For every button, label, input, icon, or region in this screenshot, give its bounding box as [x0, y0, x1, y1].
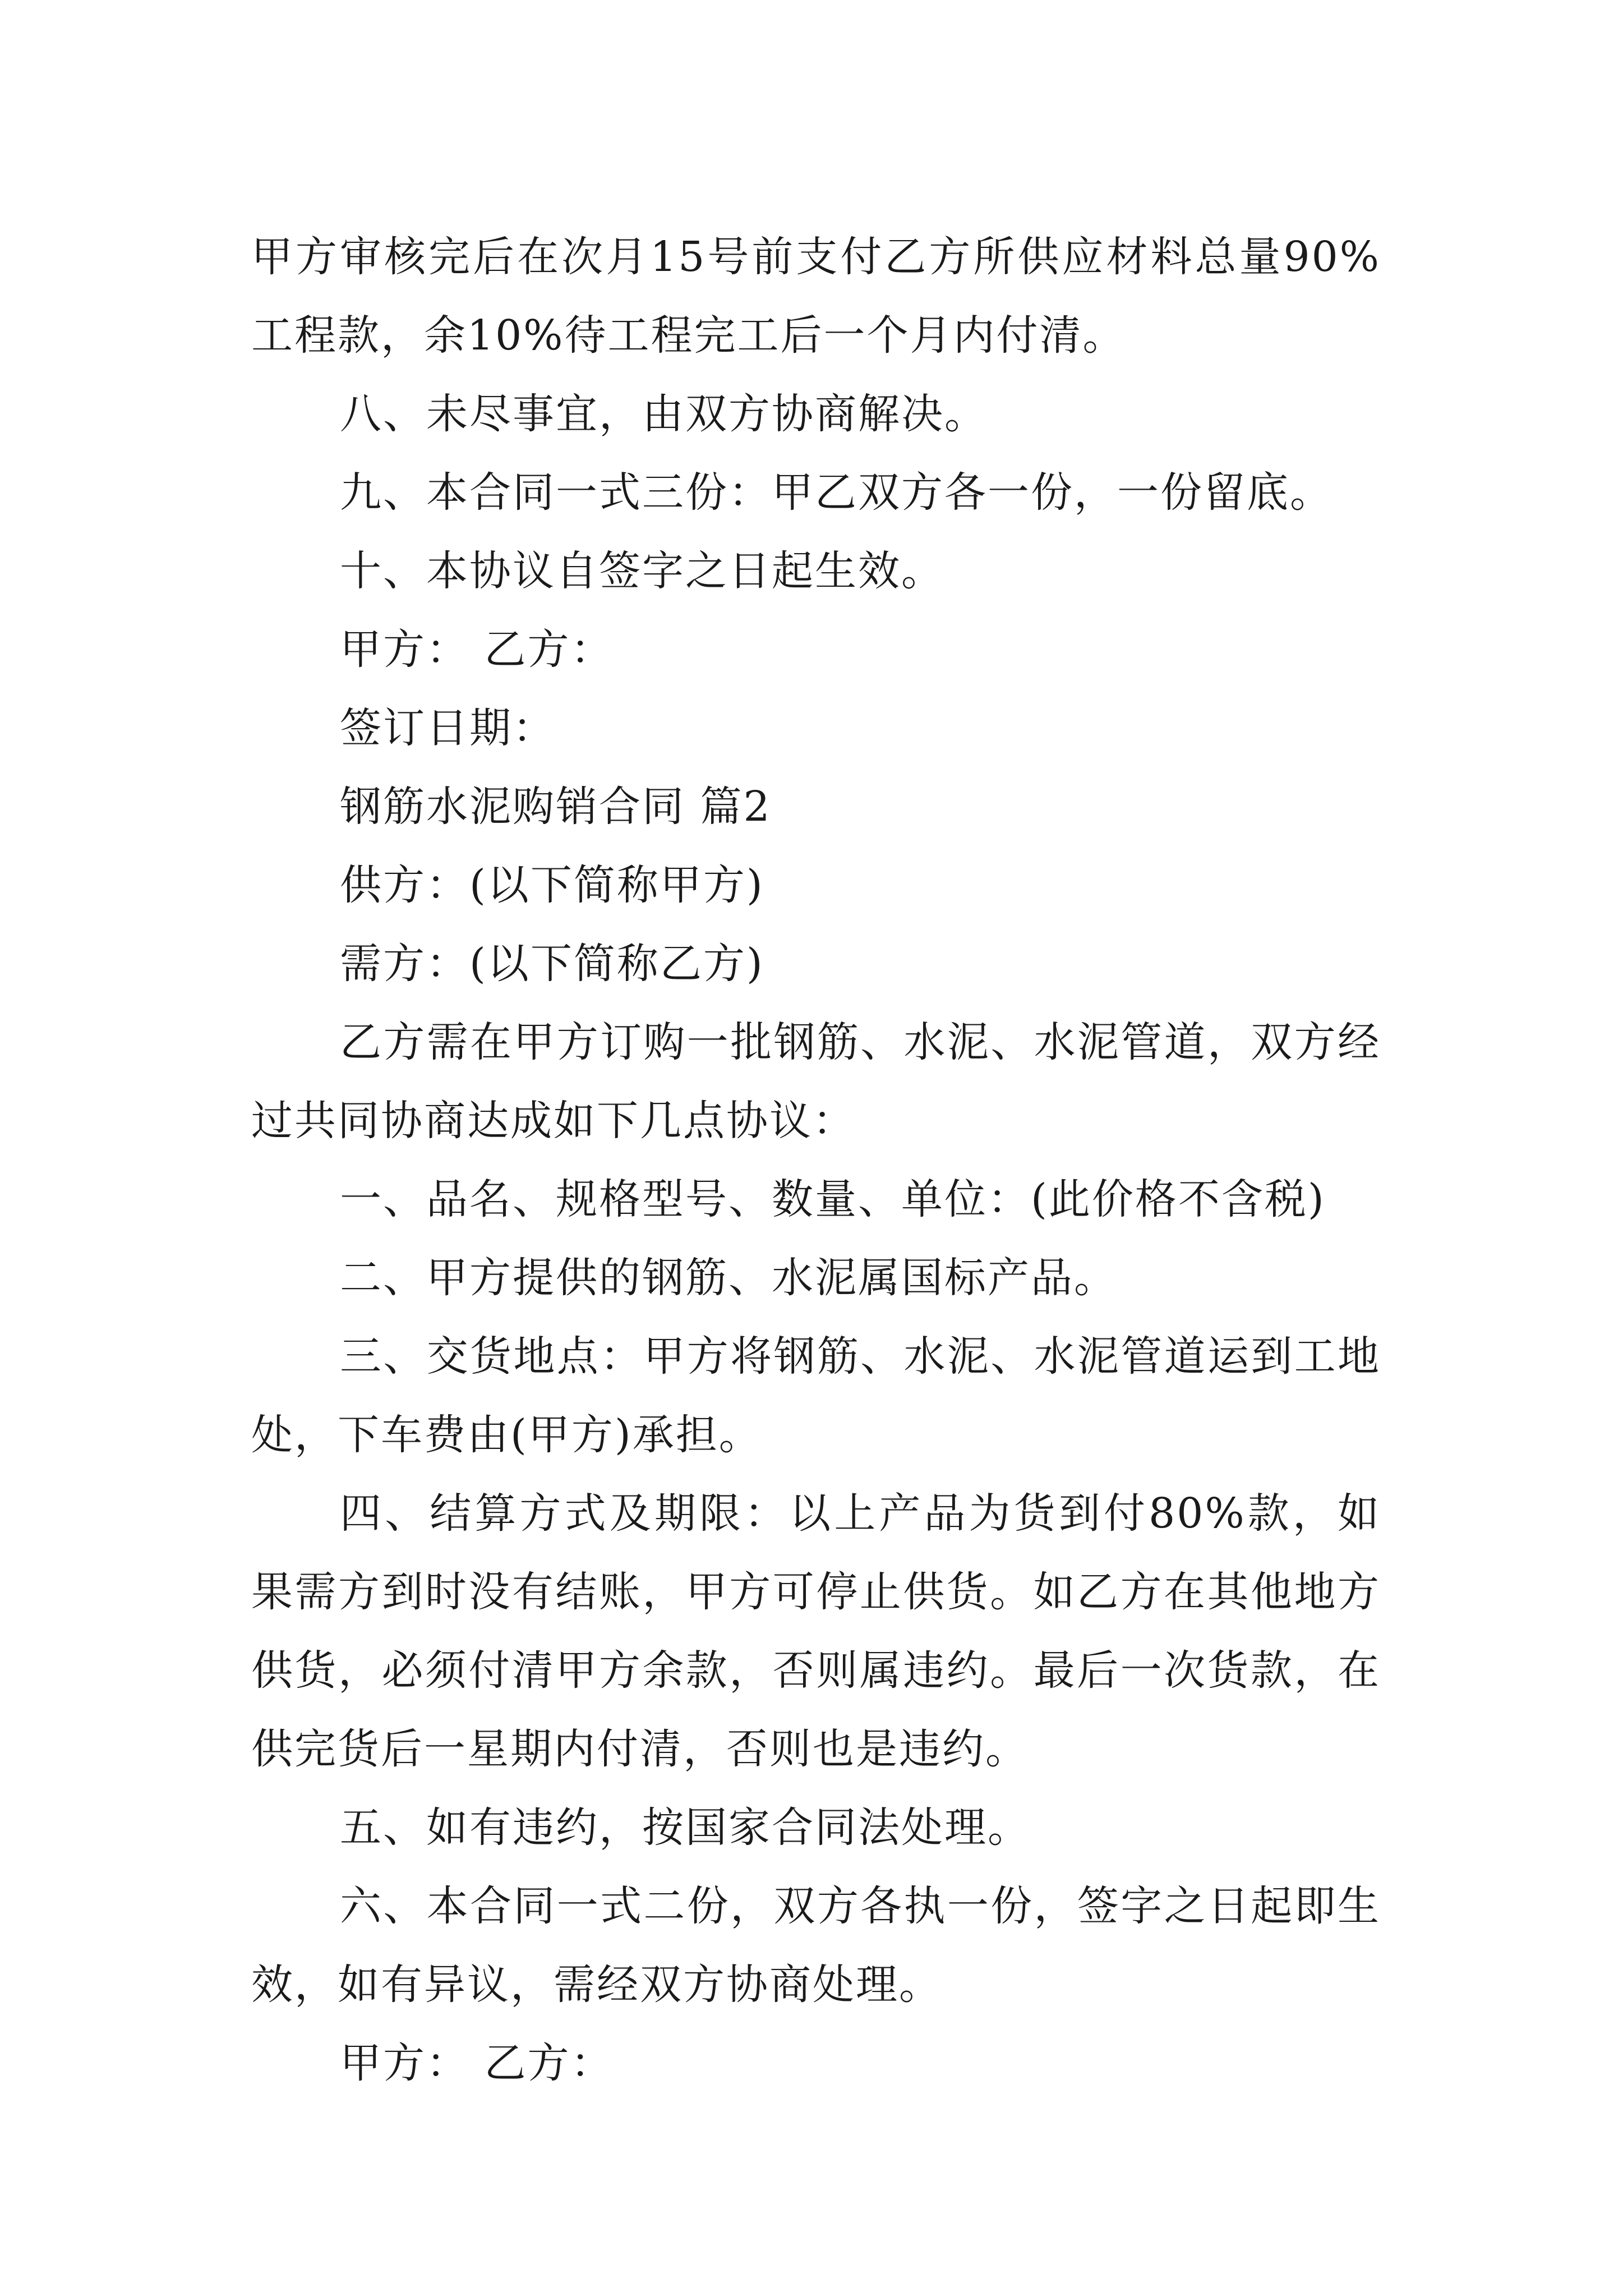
- payment-terms-paragraph: 甲方审核完后在次月15号前支付乙方所供应材料总量90%工程款，余10%待工程完工后一个月内付清。: [251, 233, 1381, 360]
- clause-8: 八、未尽事宜，由双方协商解决。: [340, 390, 988, 438]
- clause-1: 一、品名、规格型号、数量、单位：(此价格不含税): [340, 1175, 1326, 1223]
- intro-paragraph: 乙方需在甲方订购一批钢筋、水泥、水泥管道，双方经过共同协商达成如下几点协议：: [251, 1018, 1381, 1145]
- signature-line: 甲方： 乙方：: [340, 625, 614, 674]
- clause-3: 三、交货地点：甲方将钢筋、水泥、水泥管道运到工地处，下车费由(甲方)承担。: [251, 1332, 1381, 1459]
- supplier-line: 供方：(以下简称甲方): [340, 861, 764, 909]
- document-body: [251, 218, 1381, 2102]
- clause-10: 十、本协议自签字之日起生效。: [340, 547, 944, 595]
- clause-5: 五、如有违约，按国家合同法处理。: [340, 1803, 1031, 1852]
- clause-4: 四、结算方式及期限：以上产品为货到付80%款，如果需方到时没有结账，甲方可停止供货。如乙方在其他地方供货，必须付清甲方余款，否则属违约。最后一次货款，在供完货后一星期内付清，否则也是违约。: [251, 1489, 1381, 1773]
- buyer-line: 需方：(以下简称乙方): [340, 940, 764, 988]
- clause-2: 二、甲方提供的钢筋、水泥属国标产品。: [340, 1254, 1117, 1302]
- contract-title: 钢筋水泥购销合同 篇2: [340, 783, 772, 831]
- signature-line-2: 甲方： 乙方：: [340, 2039, 614, 2087]
- clause-9: 九、本合同一式三份：甲乙双方各一份，一份留底。: [340, 468, 1333, 517]
- clause-6: 六、本合同一式二份，双方各执一份，签字之日起即生效，如有异议，需经双方协商处理。: [251, 1882, 1381, 2009]
- sign-date-line: 签订日期：: [340, 704, 556, 752]
